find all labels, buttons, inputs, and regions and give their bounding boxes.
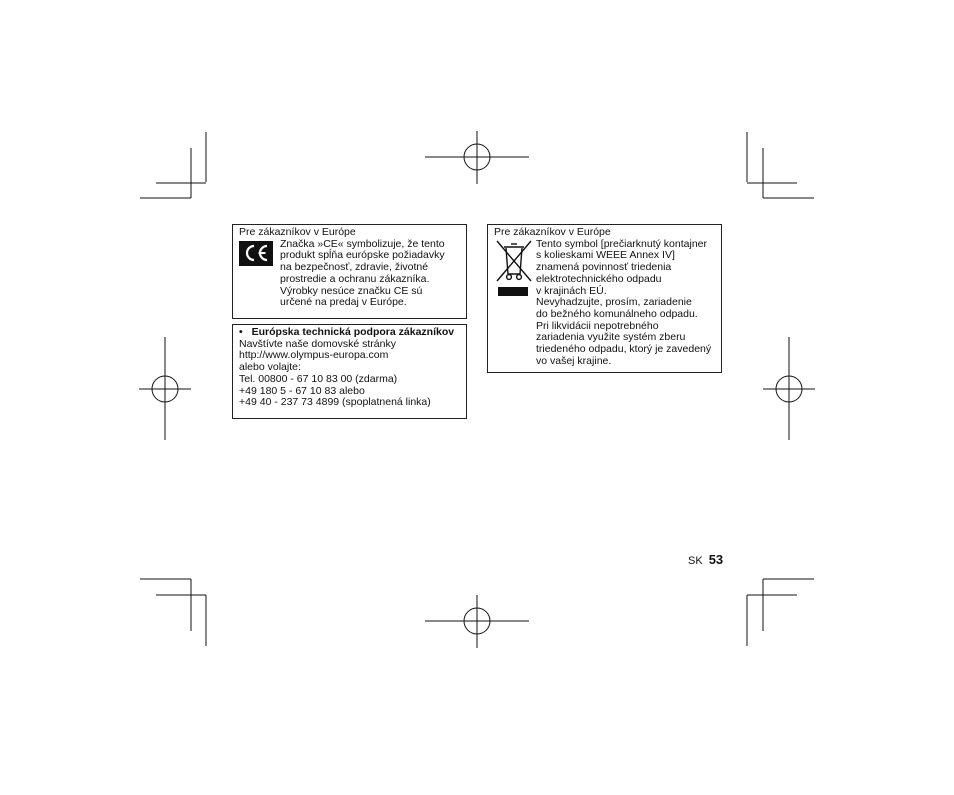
ce-notice-line: prostredie a ochranu zákazníka.: [280, 272, 430, 285]
weee-side-text: [536, 239, 711, 368]
support-heading: [239, 327, 460, 339]
weee-line: znamená povinnosť triedenia: [536, 261, 672, 274]
ce-notice-line: Výrobky nesúce značku CE sú: [280, 284, 423, 297]
ce-notice-box: [232, 224, 467, 319]
weee-line: vo vašej krajine.: [536, 354, 612, 367]
registration-mark-right: [763, 337, 815, 440]
support-line: Navštívte naše domovské stránky: [239, 337, 396, 350]
ce-notice-text: [280, 239, 445, 309]
support-phone: +49 40 - 237 73 4899 (spoplatnená linka): [239, 396, 431, 409]
weee-line: zariadenia využite systém zberu: [536, 331, 686, 344]
weee-line: do bežného komunálneho odpadu.: [536, 307, 698, 320]
crossed-out-wheelie-bin-icon: [494, 239, 530, 368]
support-phone: +49 180 5 - 67 10 83 alebo: [239, 384, 365, 397]
bullet: •: [239, 326, 243, 338]
ce-notice-line: produkt spĺňa európske požiadavky: [280, 249, 445, 262]
weee-bar-mark: [498, 287, 528, 296]
support-heading-text: Európska technická podpora zákazníkov: [251, 326, 455, 338]
weee-line: triedeného odpadu, ktorý je zavedený: [536, 343, 712, 356]
weee-line: v krajinách EÚ.: [536, 284, 607, 297]
ce-notice-line: určené na predaj v Európe.: [280, 296, 407, 309]
support-phone: Tel. 00800 - 67 10 83 00 (zdarma): [239, 372, 398, 385]
ce-notice-heading: Pre zákazníkov v Európe: [239, 226, 356, 238]
registration-mark-bottom: [425, 595, 529, 648]
ce-notice-line: na bezpečnosť, zdravie, životné: [280, 261, 429, 274]
registration-mark-left: [139, 337, 191, 440]
registration-mark-top: [425, 131, 529, 184]
page-footer: [688, 552, 723, 567]
language-code: SK: [688, 555, 703, 567]
weee-line: Pri likvidácii nepotrebného: [536, 319, 659, 332]
weee-line: Nevyhadzujte, prosím, zariadenie: [536, 296, 692, 309]
support-url: http://www.olympus-europa.com: [239, 349, 389, 362]
ce-mark-icon: [239, 241, 273, 266]
support-info-box: [232, 324, 467, 419]
page-number: 53: [708, 552, 724, 567]
weee-notice-box: [487, 224, 722, 373]
weee-notice-heading: Pre zákazníkov v Európe: [494, 226, 611, 238]
weee-line: elektrotechnického odpadu: [536, 272, 662, 285]
support-line: alebo volajte:: [239, 361, 301, 374]
weee-line: Tento symbol [prečiarknutý kontajner: [536, 237, 707, 250]
ce-notice-line: Značka »CE« symbolizuje, že tento: [280, 237, 445, 250]
weee-line: s kolieskami WEEE Annex IV]: [536, 249, 675, 262]
